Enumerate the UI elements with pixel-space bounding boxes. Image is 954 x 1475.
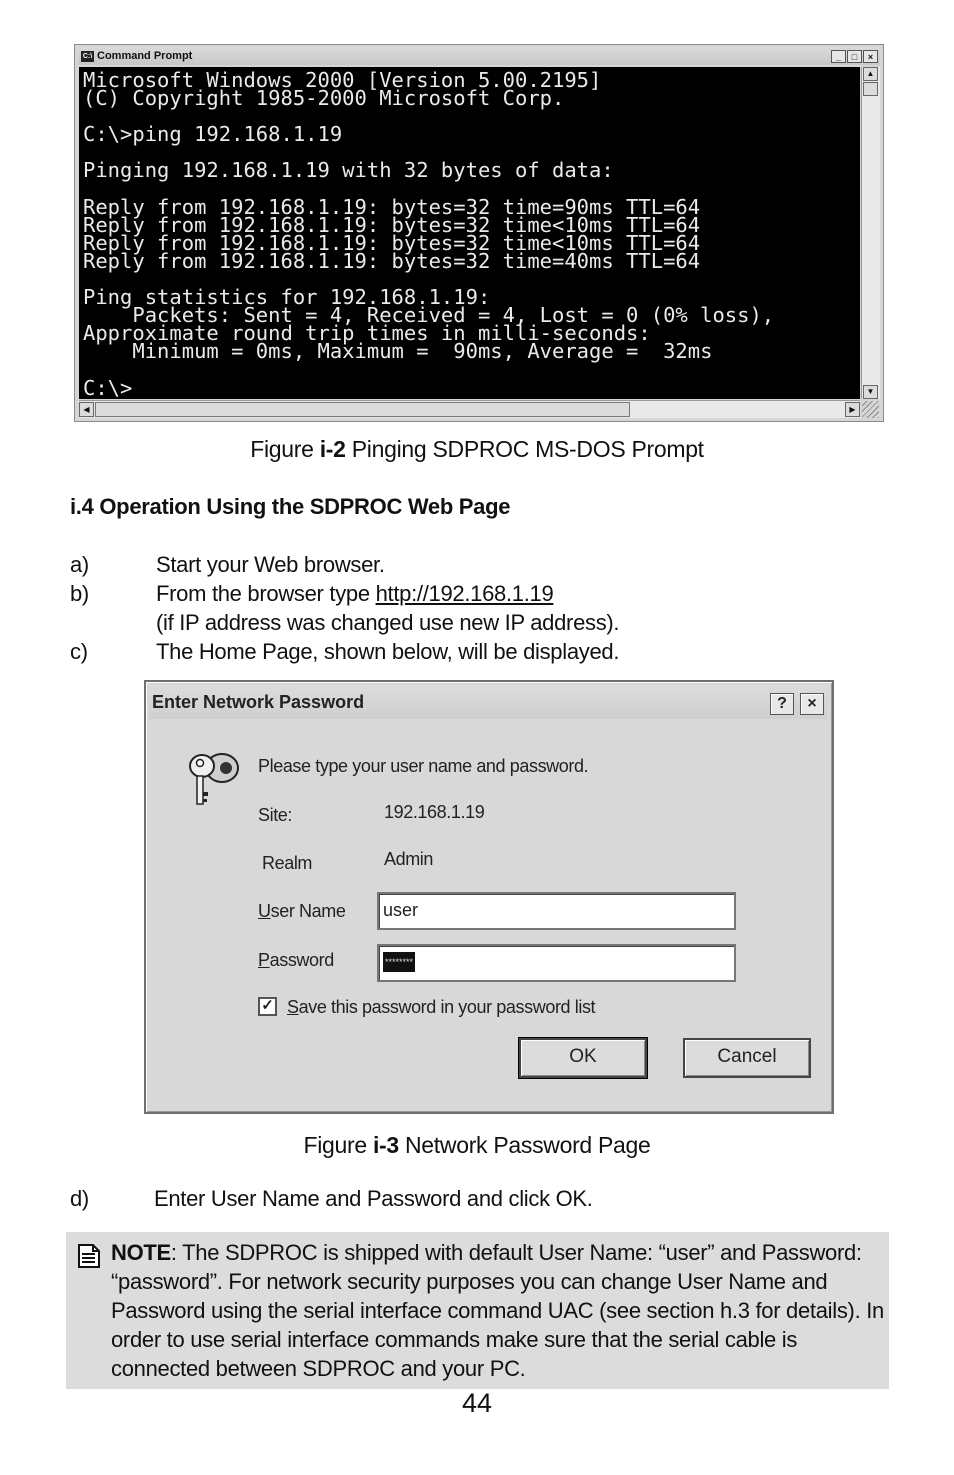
horizontal-scroll-thumb[interactable] [95,402,630,417]
figure-2-text: Pinging SDPROC MS-DOS Prompt [345,436,704,462]
cmd-output[interactable] [79,67,860,399]
step-d-label: d) [70,1186,89,1211]
password-label [258,950,334,971]
step-a-label: a) [70,552,89,577]
step-b-text-start: From the browser type [156,581,376,606]
network-password-dialog [144,680,834,1114]
section-heading: i.4 Operation Using the SDPROC Web Page [70,494,511,519]
cmd-output-text: Microsoft Windows 2000 [Version 5.00.2195] (C) Copyright 1985-2000 Microsoft Corp. C:\>ping 192.168.1.19 Pinging 192.168.1.19 with 32 bytes of data: Reply from 192.168.1.19: bytes=32 time=90ms TTL=64 Reply from 192.168.1.19: bytes=32 time<10ms TTL=64 Reply from 192.168.1.19: bytes=32 time<10ms TTL=64 Reply from 192.168.1.19: bytes=32 time=40ms TTL=64 Ping statistics for 192.168.1.19: Packets: Sent = 4, Received = 4, Lost = 0 (0% loss), Approximate round trip times in milli-seconds: Minimum = 0ms, Maximum = 90ms, Average = 32ms C:\>_ [83,68,775,399]
figure-2-prefix: Figure [250,436,320,462]
scroll-right-icon[interactable]: ▶ [845,402,860,417]
save-label-accesskey: S [287,997,299,1017]
figure-3-text: Network Password Page [398,1132,651,1158]
password-field[interactable] [377,944,736,982]
step-b [0,581,954,641]
step-a-text: Start your Web browser. [156,552,385,577]
scroll-down-icon[interactable]: ▼ [863,385,878,399]
username-field[interactable]: user [377,892,736,930]
step-c-text: The Home Page, shown below, will be displayed. [156,639,620,664]
command-prompt-window [74,44,884,422]
cmd-title-bar [78,48,880,65]
note-box [66,1232,889,1389]
step-c [0,639,954,669]
password-label-accesskey: P [258,950,270,970]
note-body-text: : The SDPROC is shipped with default User Name: “user” and Password: “password”. For network security purposes you can change User Name and Password using the serial interface command UAC (see section h.3 for details). In order to use serial interface commands make sure that the serial cable is connected between SDPROC and your PC. [111,1240,884,1381]
username-label-rest: ser Name [270,901,346,921]
close-button[interactable]: × [863,50,878,63]
key-icon [186,748,246,812]
save-password-checkbox[interactable]: ✓ [258,997,277,1016]
close-button[interactable]: × [800,693,824,715]
site-value: 192.168.1.19 [384,802,485,822]
step-b-label: b) [70,581,89,606]
cancel-button[interactable]: Cancel [683,1038,811,1078]
help-button[interactable]: ? [770,693,794,715]
vertical-scroll-thumb[interactable] [863,82,878,96]
save-label-rest: ave this password in your password list [298,997,596,1017]
horizontal-scrollbar[interactable] [79,400,860,418]
password-value: ******** [383,952,415,972]
password-label-rest: assword [269,950,334,970]
device-url-link[interactable]: http://192.168.1.19 [375,581,554,606]
save-password-label[interactable] [287,997,595,1018]
username-label [258,901,345,922]
dialog-prompt: Please type your user name and password. [258,756,589,776]
realm-value: Admin [384,849,434,869]
step-b-text [156,581,553,607]
note-text [111,1238,886,1383]
figure-3-prefix: Figure [303,1132,373,1158]
step-d-text: Enter User Name and Password and click OK. [154,1186,593,1211]
username-label-accesskey: U [258,901,271,921]
site-label: Site: [258,805,293,825]
ok-button[interactable]: OK [519,1038,647,1078]
step-b-note: (if IP address was changed use new IP address). [156,610,620,635]
cmd-title: Command Prompt [97,50,193,62]
note-icon [77,1243,101,1269]
scroll-up-icon[interactable]: ▲ [863,67,878,81]
dialog-title: Enter Network Password [152,692,365,712]
step-a [0,552,954,582]
figure-3-number: i-3 [372,1132,399,1158]
figure-2-number: i-2 [319,436,346,462]
page-number: 44 [461,1388,493,1418]
figure-2-caption [0,436,954,463]
step-c-label: c) [70,639,88,664]
figure-3-caption [0,1132,954,1159]
resize-grip-icon[interactable] [862,401,879,418]
realm-label: Realm [262,853,313,873]
minimize-button[interactable]: _ [831,50,846,63]
note-label: NOTE [111,1240,171,1265]
dialog-title-bar [149,685,827,719]
step-d [0,1186,954,1216]
scroll-left-icon[interactable]: ◀ [79,402,94,417]
maximize-button[interactable]: □ [847,50,862,63]
vertical-scrollbar[interactable] [861,67,880,399]
cmd-window-icon: C:\ [82,52,93,60]
